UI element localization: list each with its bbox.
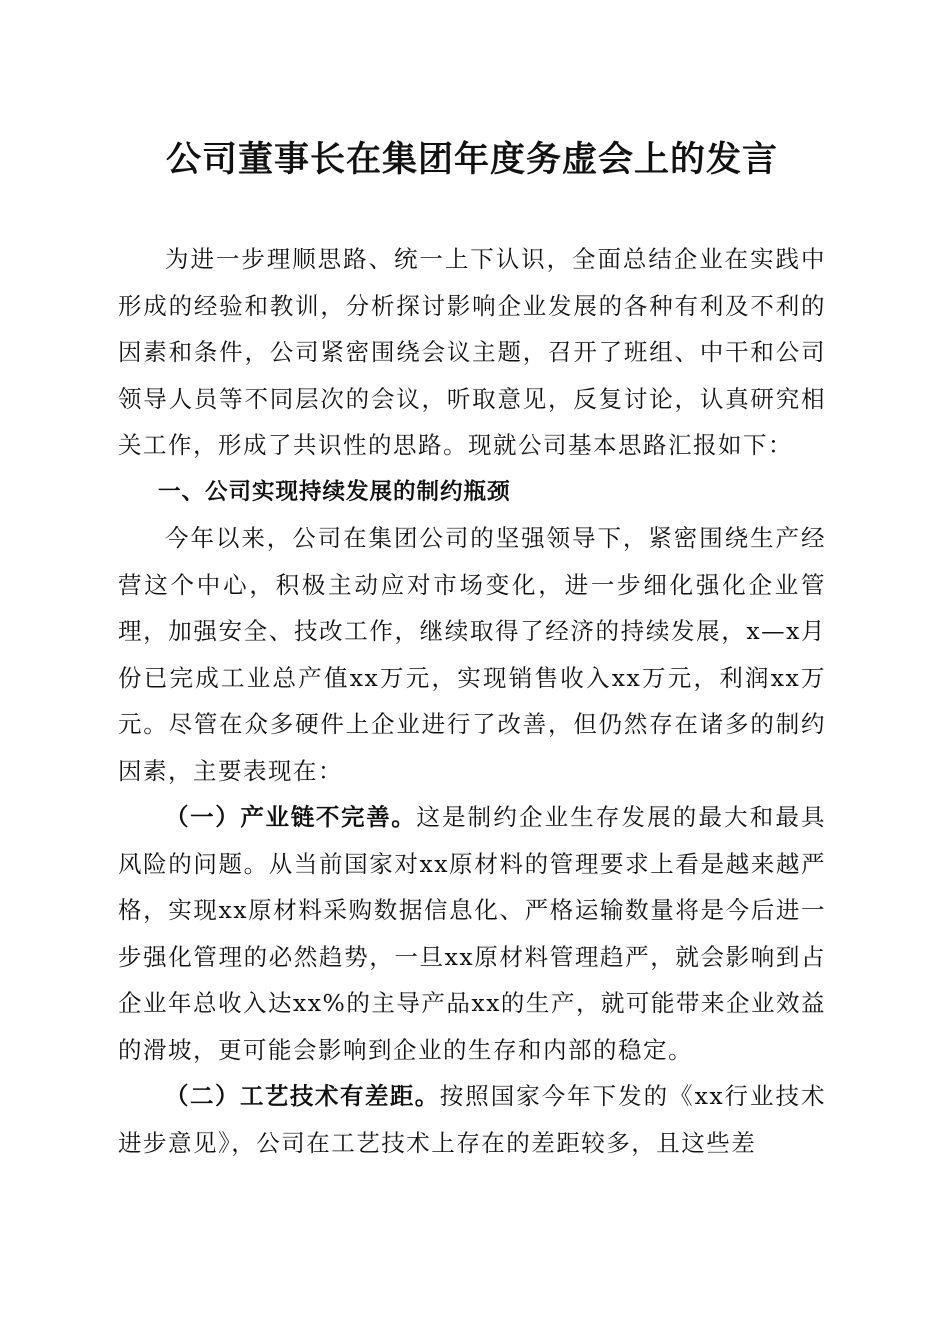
item-label: （一）产业链不完善。	[165, 803, 417, 831]
item-text: 按照国家今年下发的《xx行业技术进步意见》，公司在工艺技术上存在的差距较多，且这些差	[118, 1082, 826, 1157]
intro-paragraph: 为进一步理顺思路、统一上下认识，全面总结企业在实践中形成的经验和教训，分析探讨影响企业发展的各种有利及不利的因素和条件，公司紧密围绕会议主题，召开了班组、中干和公司领导人员等不同层次的会议，听取意见，反复讨论，认真研究相关工作，形成了共识性的思路。现就公司基本思路汇报如下：	[118, 245, 826, 459]
list-item	[118, 1073, 826, 1166]
overview-paragraph: 今年以来，公司在集团公司的坚强领导下，紧密围绕生产经营这个中心，积极主动应对市场变化，进一步细化强化企业管理，加强安全、技改工作，继续取得了经济的持续发展，x—x月份已完成工业总产值xx万元，实现销售收入xx万元，利润xx万元。尽管在众多硬件上企业进行了改善，但仍然存在诸多的制约因素，主要表现在：	[118, 524, 826, 785]
section-heading: 一、公司实现持续发展的制约瓶颈	[158, 478, 511, 505]
document-title: 公司董事长在集团年度务虚会上的发言	[165, 139, 778, 180]
item-label: （二）工艺技术有差距。	[165, 1082, 440, 1110]
list-item	[118, 794, 826, 1073]
item-text: 这是制约企业生存发展的最大和最具风险的问题。从当前国家对xx原材料的管理要求上看是越来越严格，实现xx原材料采购数据信息化、严格运输数量将是今后进一步强化管理的必然趋势，一旦xx原材料管理趋严，就会影响到占企业年总收入达xx%的主导产品xx的生产，就可能带来企业效益的滑坡，更可能会影响到企业的生存和内部的稳定。	[118, 803, 827, 1064]
document-page	[118, 128, 826, 1166]
